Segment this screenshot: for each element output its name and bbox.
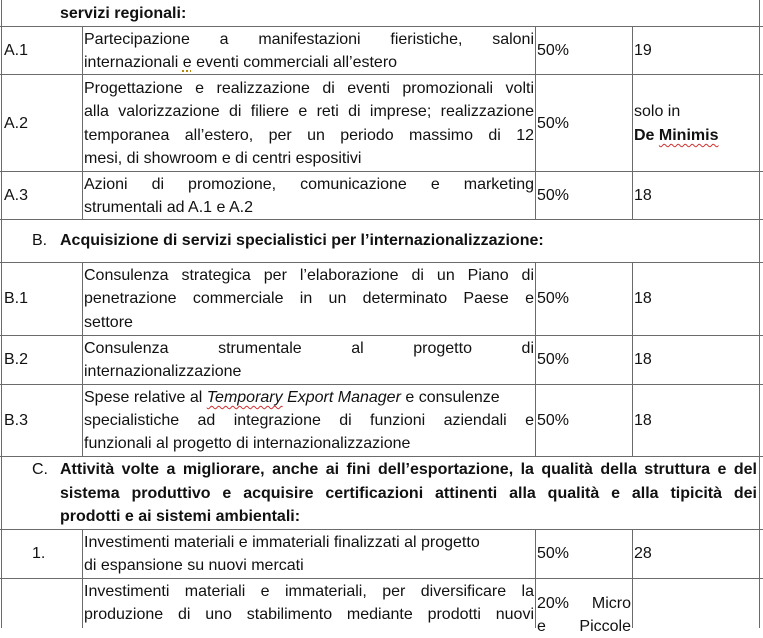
row-description-line: Consulenza strategica per l’elaborazione di un Piano di (84, 267, 534, 284)
row-code: A.3 (4, 187, 29, 204)
section-title-line: prodotti e ai sistemi ambientali: (60, 508, 301, 525)
row-description-line: Azioni di promozione, comunicazione e marketing (84, 176, 534, 193)
grammar-flagged-word: e (182, 54, 192, 71)
table-rule (535, 262, 536, 456)
row-code: B.1 (4, 290, 29, 307)
row-value: 18 (634, 351, 652, 368)
row-percent: 50% (537, 412, 570, 429)
row-description-line: funzionali al progetto di internazionalizzazione (84, 435, 411, 452)
row-description-line: Investimenti materiali e immateriali, per diversificare la (84, 583, 534, 600)
table-rule (632, 262, 633, 456)
spellcheck-flagged-word: Temporary (206, 389, 283, 406)
row-description-line: di espansione su nuovi mercati (84, 557, 304, 574)
row-description-line: mesi, di showroom e di centri espositivi (84, 150, 362, 167)
table-rule (0, 74, 763, 75)
row-value: 18 (634, 187, 652, 204)
row-value-line: solo in (634, 103, 681, 120)
row-percent-line: e Piccole (537, 618, 631, 635)
table-rule (535, 529, 536, 628)
row-description-line: specialistiche ad integrazione di funzioni aziendali e (84, 412, 534, 429)
row-value: 28 (634, 545, 652, 562)
row-description-line: Spese relative al Temporary Export Manager e consulenze (84, 389, 500, 406)
row-percent: 50% (537, 115, 570, 132)
row-description-line: penetrazione commerciale in un determinato Paese e (84, 290, 534, 307)
row-description-line: produzione di uno stabilimento mediante prodotti nuovi (84, 606, 534, 623)
section-a-title-tail: servizi regionali: (60, 5, 187, 22)
table-rule (0, 171, 763, 172)
row-description-line: settore (84, 314, 133, 331)
table-rule (0, 219, 763, 220)
row-percent: 50% (537, 351, 570, 368)
table-rule (0, 384, 763, 385)
row-percent-line: 20% Micro (537, 595, 631, 612)
row-description-line: temporanea all’estero, per un periodo massimo di 12 (84, 127, 534, 144)
table-rule (82, 26, 83, 219)
row-description-line: Progettazione e realizzazione di eventi promozionali volti (84, 80, 534, 97)
row-percent: 50% (537, 545, 570, 562)
row-percent: 50% (537, 290, 570, 307)
table-rule (632, 26, 633, 219)
table-rule (82, 529, 83, 628)
table-rule (0, 26, 763, 27)
table-rule (632, 529, 633, 628)
row-description-line: Investimenti materiali e immateriali finalizzati al progetto (84, 534, 480, 551)
table-rule (0, 578, 763, 579)
row-code: B.2 (4, 351, 29, 368)
table-rule (759, 0, 760, 628)
row-code: 1. (32, 545, 46, 562)
row-description-line: internazionalizzazione (84, 363, 242, 380)
row-description-line: Partecipazione a manifestazioni fieristiche, saloni (84, 31, 534, 48)
table-rule (0, 456, 763, 457)
row-percent: 50% (537, 187, 570, 204)
table-rule (0, 262, 763, 263)
section-title-line: sistema produttivo e acquisire certificazioni attinenti alla qualità e alla tipicità dei (60, 485, 757, 502)
table-rule (535, 26, 536, 219)
spellcheck-flagged-word: Minimis (658, 127, 719, 144)
row-description-line: internazionali e eventi commerciali all’estero (84, 54, 398, 71)
section-title: Acquisizione di servizi specialistici per l’internazionalizzazione: (60, 232, 544, 249)
row-description-line: alla valorizzazione di filiere e reti di imprese; realizzazione (84, 103, 534, 120)
row-code: A.2 (4, 115, 29, 132)
row-value: 19 (634, 42, 652, 59)
table-rule (1, 0, 2, 628)
section-title-line: Attività volte a migliorare, anche ai fini dell’esportazione, la qualità della struttura e del (60, 461, 757, 478)
table-rule (0, 529, 763, 530)
row-value: 18 (634, 412, 652, 429)
row-code: B.3 (4, 412, 29, 429)
section-letter: C. (32, 461, 48, 478)
row-description-line: strumentali ad A.1 e A.2 (84, 199, 253, 216)
section-letter: B. (32, 232, 48, 249)
row-description-line: Consulenza strumentale al progetto di (84, 340, 534, 357)
row-value: 18 (634, 290, 652, 307)
table-rule (0, 335, 763, 336)
row-value-line: De Minimis (634, 127, 719, 144)
table-rule (82, 262, 83, 456)
row-percent: 50% (537, 42, 570, 59)
row-code: A.1 (4, 42, 29, 59)
